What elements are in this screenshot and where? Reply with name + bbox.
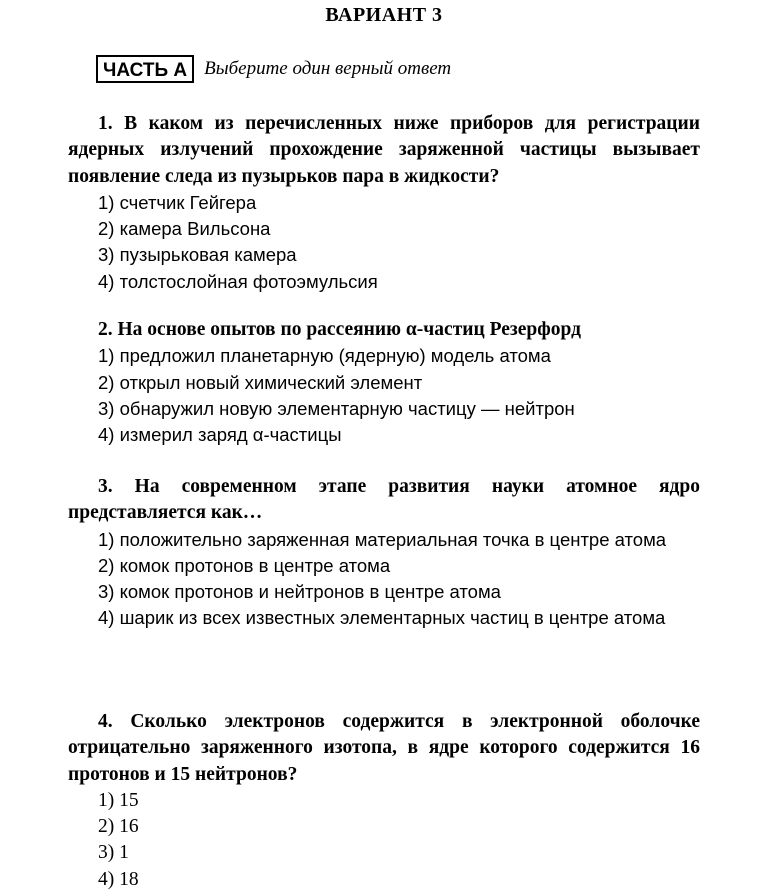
answer-option: 2) камера Вильсона bbox=[98, 218, 271, 240]
answer-option: 2) комок протонов в центре атома bbox=[98, 554, 391, 576]
question-text: 2. На основе опытов по рассеянию α-частиц Резерфорд bbox=[98, 319, 581, 340]
answer-option: 1) 15 bbox=[98, 789, 139, 811]
question-text: 4. Сколько электронов содержится в электронной оболочке отрицательно заряженного изотопа, в ядре которого содержится 16 протонов и 15 нейтронов? bbox=[68, 711, 700, 785]
answer-option: 1) положительно заряженная материальная точка в центре атома bbox=[98, 528, 667, 550]
answer-option: 4) измерил заряд α-частицы bbox=[98, 424, 342, 446]
answer-option: 4) шарик из всех известных элементарных частиц в центре атома bbox=[98, 607, 666, 629]
variant-title: ВАРИАНТ 3 bbox=[325, 4, 443, 26]
part-label: ЧАСТЬ А bbox=[96, 55, 194, 83]
answer-option: 2) открыл новый химический элемент bbox=[98, 371, 423, 393]
answer-option: 2) 16 bbox=[98, 816, 139, 838]
part-instruction: Выберите один верный ответ bbox=[204, 58, 452, 79]
answer-option: 3) обнаружил новую элементарную частицу — нейтрон bbox=[98, 397, 575, 419]
answer-option: 4) толстослойная фотоэмульсия bbox=[98, 270, 378, 292]
part-header bbox=[96, 53, 451, 85]
question-3 bbox=[68, 474, 700, 632]
question-text: 1. В каком из перечисленных ниже приборов для регистрации ядерных излучений прохождение заряженной частицы вызывает появление следа из пузырьков пара в жидкости? bbox=[68, 113, 700, 187]
answer-option: 3) комок протонов и нейтронов в центре атома bbox=[98, 581, 501, 603]
answer-option: 3) пузырьковая камера bbox=[98, 244, 297, 266]
question-text: 3. На современном этапе развития науки атомное ядро представляется как… bbox=[68, 476, 700, 524]
question-4 bbox=[68, 709, 700, 893]
question-1 bbox=[68, 111, 700, 295]
answer-option: 1) счетчик Гейгера bbox=[98, 191, 257, 213]
answer-option: 4) 18 bbox=[98, 868, 139, 890]
question-2 bbox=[68, 317, 700, 448]
answer-option: 1) предложил планетарную (ядерную) модель атома bbox=[98, 345, 551, 367]
answer-option: 3) 1 bbox=[98, 842, 129, 864]
